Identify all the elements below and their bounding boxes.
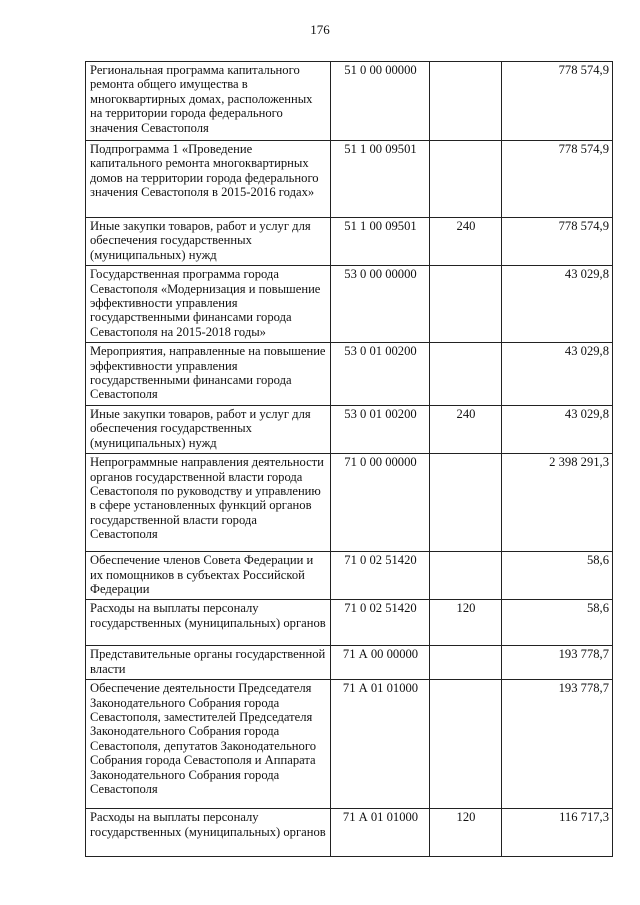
row-vr (430, 646, 502, 680)
row-amount: 193 778,7 (502, 680, 613, 809)
row-vr: 120 (430, 809, 502, 857)
row-code: 53 0 01 00200 (331, 343, 430, 406)
table-row (86, 552, 613, 600)
row-code: 53 0 00 00000 (331, 266, 430, 343)
row-name: Мероприятия, направленные на повышение эффективности управления государственными финансами города Севастополя (86, 343, 331, 406)
row-amount: 193 778,7 (502, 646, 613, 680)
row-amount: 43 029,8 (502, 405, 613, 453)
row-name: Расходы на выплаты персоналу государственных (муниципальных) органов (86, 809, 331, 857)
row-code: 71 0 00 00000 (331, 454, 430, 552)
row-code: 71 А 01 01000 (331, 680, 430, 809)
row-vr: 120 (430, 600, 502, 646)
row-vr (430, 552, 502, 600)
row-amount: 778 574,9 (502, 141, 613, 218)
row-vr: 240 (430, 405, 502, 453)
row-code: 51 1 00 09501 (331, 141, 430, 218)
table-row (86, 600, 613, 646)
table-row (86, 343, 613, 406)
row-name: Расходы на выплаты персоналу государственных (муниципальных) органов (86, 600, 331, 646)
table-row (86, 218, 613, 266)
table-row (86, 62, 613, 141)
table-row (86, 266, 613, 343)
row-name: Региональная программа капитального ремонта общего имущества в многоквартирных домах, расположенных на территории города федерального значения Севастополя (86, 62, 331, 141)
row-name: Государственная программа города Севастополя «Модернизация и повышение эффективности управления государственными финансами города Севастополя на 2015-2018 годы» (86, 266, 331, 343)
row-name: Иные закупки товаров, работ и услуг для обеспечения государственных (муниципальных) нужд (86, 218, 331, 266)
row-vr (430, 62, 502, 141)
row-code: 71 0 02 51420 (331, 552, 430, 600)
row-name: Иные закупки товаров, работ и услуг для обеспечения государственных (муниципальных) нужд (86, 405, 331, 453)
row-amount: 2 398 291,3 (502, 454, 613, 552)
row-name: Обеспечение деятельности Председателя Законодательного Собрания города Севастополя, заместителей Председателя Законодательного Собрания города Севастополя, депутатов Законодательного Собрания города Севастополя и Аппарата Законодательного Собрания города Севастополя (86, 680, 331, 809)
budget-table (85, 61, 613, 857)
row-code: 71 0 02 51420 (331, 600, 430, 646)
row-vr (430, 454, 502, 552)
row-vr: 240 (430, 218, 502, 266)
row-vr (430, 141, 502, 218)
row-vr (430, 266, 502, 343)
table-row (86, 405, 613, 453)
row-amount: 58,6 (502, 600, 613, 646)
row-name: Непрограммные направления деятельности органов государственной власти города Севастополя по руководству и управлению в сфере установленных функций органов государственной власти города Севастополя (86, 454, 331, 552)
row-name: Подпрограмма 1 «Проведение капитального ремонта многоквартирных домов на территории города федерального значения Севастополя в 2015-2016 годах» (86, 141, 331, 218)
row-amount: 43 029,8 (502, 343, 613, 406)
row-vr (430, 343, 502, 406)
row-code: 51 0 00 00000 (331, 62, 430, 141)
row-name: Обеспечение членов Совета Федерации и их помощников в субъектах Российской Федерации (86, 552, 331, 600)
table-row (86, 680, 613, 809)
row-code: 71 А 00 00000 (331, 646, 430, 680)
row-code: 51 1 00 09501 (331, 218, 430, 266)
row-vr (430, 680, 502, 809)
row-amount: 778 574,9 (502, 62, 613, 141)
table-row (86, 646, 613, 680)
table-row (86, 809, 613, 857)
table-row (86, 454, 613, 552)
row-amount: 778 574,9 (502, 218, 613, 266)
row-code: 71 А 01 01000 (331, 809, 430, 857)
page-number: 176 (310, 22, 330, 37)
row-amount: 43 029,8 (502, 266, 613, 343)
row-amount: 116 717,3 (502, 809, 613, 857)
row-code: 53 0 01 00200 (331, 405, 430, 453)
row-name: Представительные органы государственной власти (86, 646, 331, 680)
row-amount: 58,6 (502, 552, 613, 600)
table-row (86, 141, 613, 218)
